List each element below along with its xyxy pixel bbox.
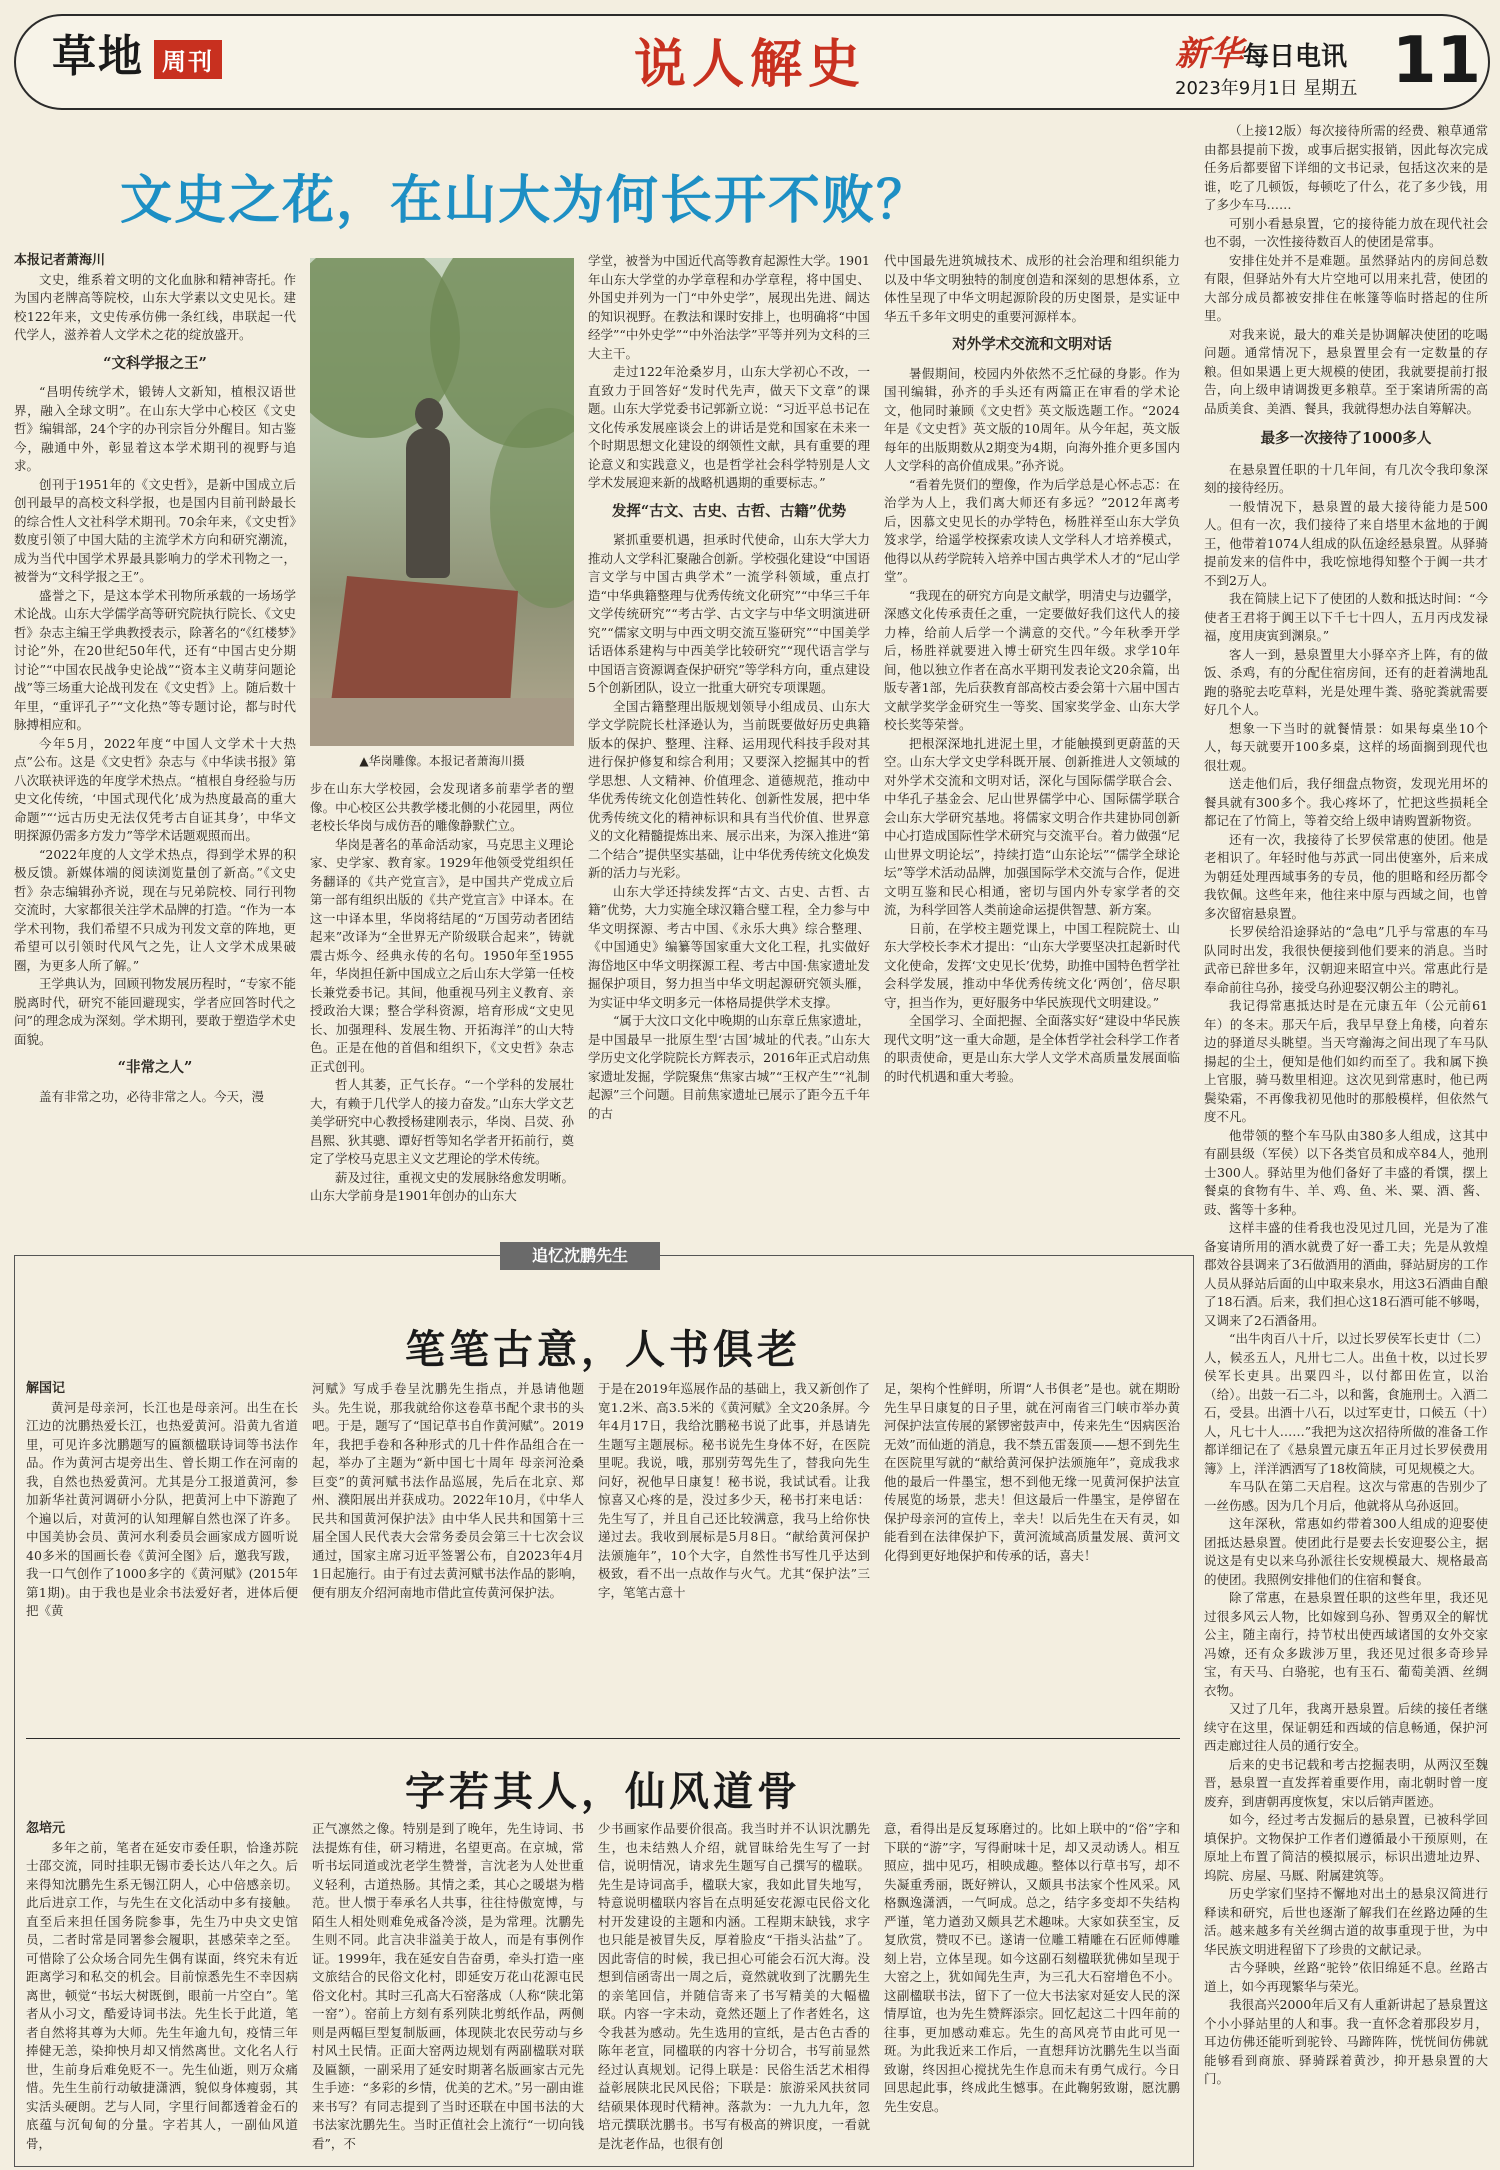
paragraph: 历史学家们坚持不懈地对出土的悬泉汉简进行释读和研究，后世也逐渐了解我们在丝路边陲的生活。越来越多有关丝绸古道的故事重现于世，为中华民族文明进程留下了珍贵的文献记录。 (1204, 1886, 1488, 1957)
byline: 本报记者萧海川 (14, 253, 106, 268)
right-continued-column (1204, 122, 1488, 2162)
paragraph: “出牛肉百八十斤，以过长罗侯军长吏廿（二）人，候丞五人，凡卅七二人。出鱼十枚，以过长罗侯军长吏具。出粟四斗，以付都田佐宣，以治（给）。出鼓一石二斗，以和酱，食施刑士。入酒二石，受县。出酒十八石，以过军吏廿，口候五（十）人，凡七十人……”我把为这次招待所做的准备工作都详细记在了《悬泉置元康五年正月过长罗侯费用簿》上，洋洋洒洒写了18枚简牍，可见规模之大。 (1204, 1331, 1488, 1476)
story1-title: 笔笔古意，人书俱老 (405, 1326, 801, 1373)
paragraph: 走过122年沧桑岁月，山东大学初心不改，一直致力于回答好“发时代先声，做天下文章”的课题。山东大学党委书记郭新立说：“习近平总书记在文化传承发展座谈会上的讲话是党和国家在未来一个时期思想文化建设的纲领性文献，具有重要的理论意义和实践意义，也是哲学社会科学特别是人文学术发展迎来新的战略机遇期的重要标志。” (588, 364, 870, 490)
paragraph: 黄河是母亲河，长江也是母亲河。出生在长江边的沈鹏热爱长江，也热爱黄河。沿黄九省道里，可见许多沈鹏题写的匾额楹联诗词等书法作品。作为黄河古堤旁出生、曾长期工作在河南的我，自然也热爱黄河。尤其是分工报道黄河，参加新华社黄河调研小分队，把黄河上中下游跑了个遍以后，对黄河的认知理解自然也深了许多。中国美协会员、黄河水利委员会画家成方圆听说40多米的国画长卷《黄河全图》后，邀我写跋，我一口气创作了1000多字的《黄河赋》(2015年第1期)。由于我也是业余书法爱好者，进体后便把《黄 (26, 1399, 298, 1618)
paragraph: 古今驿映，丝路“驼铃”依旧绵延不息。丝路古道上，如今再现繁华与荣光。 (1204, 1960, 1488, 1994)
paragraph: 华岗是著名的革命活动家，马克思主义理论家、史学家、教育家。1929年他领受党组织任务翻译的《共产党宣言》，是中国共产党成立后第一部有组织出版的《共产党宣言》中译本。在这一中译本里，华岗将结尾的“万国劳动者团结起来”改译为“全世界无产阶级联合起来”，铸就震古烁今、经典永传的名句。1950年至1955年，华岗担任新中国成立之后山东大学第一任校长兼党委书记。其间，他重视马列主义教育、亲授政治大课；整合学科资源，培育形成“文史见长、加强理科、发展生物、开拓海洋”的山大特色。正是在他的首倡和组织下，《文史哲》杂志正式创刊。 (310, 836, 574, 1074)
paragraph: 学堂，被誉为中国近代高等教育起源性大学。1901年山东大学堂的办学章程和办学章程，将中国史、外国史并列为一门“中外史学”，展现出先进、阔达的知识视野。在教法和课时安排上，也明确将“中国经学”“中外史学”“中外治法学”平等并列为文科的三大主干。 (588, 253, 870, 361)
paragraph: 足，架构个性鲜明，所谓“人书俱老”是也。就在期盼先生早日康复的日子里，就在河南省三门峡市举办黄河保护法宣传展的紧锣密鼓声中，传来先生“因病医治无效”而仙逝的消息，我不禁五雷轰顶——想不到先生在医院里写就的“献给黄河保护法颁施年”，竟成我求他的最后一件墨宝，想不到他无缘一见黄河保护法宣传展览的场景，悲夫！但这最后一件墨宝，是停留在保护母亲河的宣传上，幸夫！以后先生在天有灵，如能看到在法律保护下，黄河流域高质量发展、黄河文化得到更好地保护和传承的话，喜夫！ (884, 1381, 1180, 1563)
paragraph: 多年之前，笔者在延安市委任职，恰逢苏院士邵交流，同时挂职无锡市委长达八年之久。后来得知沈鹏先生系无锡江阴人，心中倍感亲切。此后进京工作，与先生在文化活动中多有接触。直至后来担任国务院参事，先生乃中央文史馆员，二者时常是同署参会履职，甚感荣幸之至。可惜除了公众场合同先生偶有谋面，终究未有近距离学习和私交的机会。目前惊悉先生不幸因病离世，顿觉“书坛大树既倒，眼前一片空白”。笔者从小习文，酷爱诗词书法。先生长于此道，笔者自然将其尊为大师。先生年逾九旬，疫情三年捧健无恙，染抑怏月却又悄然离世。文化名人行世，生前身后难免贬不一。先生仙逝，则万众痛惜。先生生前行动敏捷潇洒，貌似身体瘦弱，其实活头硬朗。艺与人同，字里行间都透着金石的底蕴与沉甸甸的分量。字若其人，一副仙风道骨， (26, 1839, 298, 2151)
paragraph: 这样丰盛的佳肴我也没见过几回，光是为了准备宴请所用的酒水就费了好一番工夫；先是从敦煌郡效谷县调来了3石做酒用的酒曲，驿站厨房的工作人员从驿站后面的山中取来泉水，用这3石酒曲自酿了18石酒。后来，我们担心这18石酒可能不够喝，又调来了2石酒备用。 (1204, 1220, 1488, 1328)
story1-column-4 (884, 1380, 1180, 1730)
paragraph: 后来的史书记载和考古挖掘表明，从两汉至魏晋，悬泉置一直发挥着重要作用，南北朝时曾一度废弃，到唐朝再度恢复，宋以后销声匿迹。 (1204, 1756, 1488, 1809)
paragraph: 文史，维系着文明的文化血脉和精神寄托。作为国内老牌高等院校，山东大学素以文史见长。建校122年来，文史传承仿佛一条红线，串联起一代代学人，滋养着人文学术之花的绽放盛开。 (14, 271, 296, 342)
paragraph: 少书画家作品要价很高。我当时并不认识沈鹏先生，也未结熟人介绍，就冒昧给先生写了一封信，说明情况，请求先生题写自己撰写的楹联。先生是诗词高手，楹联大家，我如此冒失地写，特意说明楹联内容旨在点明延安花源屯民俗文化村开发建设的主题和内涵。工程期末缺钱，求字也只能是被冒失反，厚着脸皮“干指头沾盐”了。因此寄信的时候，我已担心可能会石沉大海。没想到信函寄出一周之后，竟然就收到了沈鹏先生的亲笔回信，并随信寄来了书写精美的大幅楹联。内容一字未动，竟然还题上了作者姓名，这令我甚为感动。先生选用的宣纸，是古色古香的陈年老宣，同楹联的内容十分切合，书写前显然经过认真规划。记得上联是：民俗生活艺术相得益彰展陕北民风民俗；下联是：旅游采风扶贫同结硕果体现时代精神。落款为：一九九九年，忽培元撰联沈鹏书。书写有极高的辨识度，一看就是沈老作品，也很有创 (598, 1821, 870, 2151)
photo-caption: ▲华岗雕像。本报记者萧海川摄 (359, 754, 525, 768)
paragraph: “看着先贤们的塑像，作为后学总是心怀忐忑：在治学为人上，我们离大师还有多远？”2012年离考后，因慕文史见长的办学特色，杨胜祥至山东大学负笈求学，给遥学校探索攻读人文学科人才培养模式，他得以从药学院转入培养中国古典学术人才的“尼山学堂”。 (884, 476, 1180, 584)
article-column-3 (588, 252, 870, 1240)
story2-column-1 (26, 1820, 298, 2158)
paragraph: 还有一次，我接待了长罗侯常惠的使团。他是老相识了。年轻时他与苏武一同出使塞外，后来成为朝廷处理西域事务的专员，他的胆略和经历都令我钦佩。这些年来，他往来中原与西域之间，也曾多次留宿悬泉置。 (1204, 831, 1488, 921)
article-column-2 (310, 780, 574, 1240)
paper-brand: 新华 (1175, 34, 1243, 74)
paragraph: 我很高兴2000年后又有人重新讲起了悬泉置这个小小驿站里的人和事。我一直怀念着那段岁月，耳边仿佛还能听到驼铃、马蹄阵阵，恍恍间仿佛就能够看到商旅、驿骑踩着黄沙，抑开悬泉置的大门。 (1204, 1997, 1488, 2086)
paragraph: “昌明传统学术，锻铸人文新知，植根汉语世界，融入全球文明”。在山东大学中心校区《文史哲》编辑部，24个字的办刊宗旨分外醒目。知古鉴今，融通中外，彰显着这本学术期刊的视野与追求。 (14, 384, 296, 473)
section-title: 说人解史 (633, 34, 866, 95)
brand-weekly-badge: 周刊 (154, 40, 222, 79)
story2-column-4 (884, 1820, 1180, 2158)
paper-name (1175, 26, 1347, 75)
paragraph: 薪及过往，重视文史的发展脉络愈发明晰。山东大学前身是1901年创办的山东大 (310, 1169, 574, 1203)
paragraph: 一般情况下，悬泉置的最大接待能力是500人。但有一次，我们接待了来自塔里木盆地的于阗王，他带着1074人组成的队伍途经悬泉置。从驿骑提前发来的信件中，我吃惊地得知整个于阗一共才不到2万人。 (1204, 498, 1488, 588)
paragraph: 我记得常惠抵达时是在元康五年（公元前61年）的冬末。那天午后，我早早登上角楼，向着东边的驿道尽头眺望。当天穹瀚海之间出现了车马队揚起的尘土，便知是他们如约而至了。我和属下换上官服，骑马数里相迎。这次见到常惠时，他已两鬓染霜，不再像我初见他时的那般模样，但依然气度不凡。 (1204, 998, 1488, 1124)
story2-column-3 (598, 1820, 870, 2158)
divider (26, 1738, 1180, 1739)
article-column-1 (14, 252, 296, 1240)
paragraph: 盛誉之下，是这本学术刊物所承载的一场场学术论战。山东大学儒学高等研究院执行院长、《文史哲》杂志主编王学典教授表示，除著名的“《红楼梦》讨论”外，在20世纪50年代，还有“中国古史分期讨论”“中国农民战争史论战”“资本主义萌芽问题论战”等三场重大论战刊发在《文史哲》上。随后数十年里，“重评孔子”“文化热”等专题讨论，都与时代脉搏相应和。 (14, 587, 296, 732)
paper-subtitle: 每日电讯 (1243, 42, 1348, 72)
paragraph: 日前，在学校主题党课上，中国工程院院士、山东大学校长李术才提出：“山东大学要坚决扛起新时代文化使命，发挥‘文史见长’优势，助推中国特色哲学社会科学发展，推动中华优秀传统文化‘两创’，倍尽职守，担当作为，更好服务中华民族现代文明建设。” (884, 920, 1180, 1010)
issue-date: 2023年9月1日 星期五 (1175, 78, 1358, 99)
paragraph: 对我来说，最大的难关是协调解决使团的吃喝问题。通常情况下，悬泉置里会有一定数量的存粮。但如果遇上更大规模的使团，我就要提前打报告，向上级申请调拨更多粮草。至于案请所需的高品质美食、美酒、餐具，我就得想办法自筹解决。 (1204, 326, 1488, 416)
story2-column-2 (312, 1820, 584, 2158)
paragraph: 长罗侯给沿途驿站的“急电”几乎与常惠的车马队同时出发，我很快便接到他们要来的消息。当时武帝已辞世多年，汉朝迎来昭宣中兴。常惠此行是奉命前往乌孙，接受乌孙迎娶汉朝公主的聘礼。 (1204, 924, 1488, 995)
story2-author: 忽培元 (26, 1821, 66, 1836)
story1-author: 解国记 (26, 1381, 66, 1396)
paragraph: 盖有非常之功，必待非常之人。今天，漫 (39, 1088, 265, 1104)
paragraph: 紧抓重要机遇，担承时代使命，山东大学大力推动人文学科汇聚融合创新。学校强化建设“中国语言文学与中国古典学术”一流学科领域，重点打造“中华典籍整理与优秀传统文化研究”“中华三千年文学传统研究”“考古学、古文字与中华文明演进研究”“儒家文明与中西文明交流互鉴研究”“中国美学话语体系建构与中西美学比较研究”“现代语言学与中国语言资源调查保护研究”等学科方向，重点建设5个创新团队，设立一批重大研究专项课题。 (588, 532, 870, 695)
story1-column-1 (26, 1380, 298, 1730)
paragraph: 安排住处并不是难题。虽然驿站内的房间总数有限，但驿站外有大片空地可以用来扎营，使团的大部分成员都被安排住在帐篷等临时搭起的住所里。 (1204, 252, 1488, 323)
paragraph: 于是在2019年巡展作品的基础上，我又新创作了宽1.2米、高3.5米的《黄河赋》全文20条屏。今年4月17日，我给沈鹏秘书说了此事，并恳请先生题写主题展标。秘书说先生身体不好，在医院里呢。我说，哦，那别劳驾先生了，替我向先生问好，祝他早日康复！秘书说，我试试看。让我惊喜又心疼的是，没过多少天，秘书打来电话：先生写了，并且自己还比较满意，我马上给你快递过去。我收到展标是5月8日。“献给黄河保护法颁施年”，10个大字，自然性书写性几乎达到极致，看不出一点故作与火气。尤其“保护法”三字，笔笔古意十 (598, 1381, 870, 1600)
article-column-4 (884, 252, 1180, 1240)
paragraph: 客人一到，悬泉置里大小驿卒齐上阵，有的做饭、杀鸡，有的分配住宿房间，还有的赶着满地乱跑的骆驼去吃草料，光是处理牛粪、骆驼粪就需要好几个人。 (1204, 646, 1488, 717)
paragraph: 意，看得出是反复琢磨过的。比如上联中的“俗”字和下联的“游”字，写得耐味十足，却又灵动诱人。相互照应，拙中见巧，相映成趣。整体以行草书写，却不失凝重秀丽，既好辨认，又颇具书法家个性风采。风格飘逸潇洒，一气呵成。总之，结字多变却不失结构严谨，笔力遒劲又颇具艺术趣味。大家如获至宝，反复欣赏，赞叹不已。遂请一位雕工精雕在石匠师傅雕刻上岩，立体呈现。如今这副石刻楹联犹佛如呈现于大窑之上，犹如闻先生声，为三孔大石窑增色不小。这副楹联书法，留下了一位大书法家对延安人民的深情厚谊，也为先生赞辉添宗。回忆起这二十四年前的往事，更加感动难忘。先生的高风亮节由此可见一斑。为此我近来工作后，一直想拜访沈鹏先生以当面致谢，终因担心搅扰先生作息而未有勇气成行。今日回思起此事，终成此生憾事。在此鞠躬致谢，愿沈鹏先生安息。 (884, 1821, 1180, 2114)
paragraph: 我在简牍上记下了使团的人数和抵达时间：“今使者王君将于阗王以下千七十四人，五月丙戌发禄福，度用庚寅到渊泉。” (1204, 591, 1488, 643)
paragraph: “2022年度的人文学术热点，得到学术界的积极反馈。新媒体端的阅读浏览量创了新高。”《文史哲》杂志编辑孙齐说，现在与兄弟院校、同行刊物交流时，大家都很关注学术品牌的打造。“作为一本学术刊物，我们希望不只成为刊发文章的阵地，更希望可以引领时代风气之先，让人文学术成果破圈，为更多人所了解。” (14, 846, 296, 973)
subheading: 最多一次接待了1000多人 (1260, 430, 1432, 447)
paragraph: 创刊于1951年的《文史哲》，是新中国成立后创刊最早的高校文科学报，也是国内目前刊龄最长的综合性人文社科学术期刊。70余年来，《文史哲》数度引领了中国大陆的主流学术方向和研究潮流，成为当代中国学术界最具影响力的学术刊物之一，被誉为“文科学报之王”。 (14, 476, 296, 584)
brand-name: 草地 (52, 31, 144, 82)
paragraph: 山东大学还持续发挥“古文、古史、古哲、古籍”优势，大力实施全球汉籍合璧工程，全力参与中华文明探源、考古中国、《永乐大典》综合整理、《中国通史》编纂等国家重大文化工程，扎实做好海岱地区中华文明探源工程、考古中国·焦家遗址发掘保护项目，努力担当中华文明起源研究领头雁，为实证中华文明多元一体格局提供学术支撑。 (588, 883, 870, 1010)
paragraph: 全国学习、全面把握、全面落实好“建设中华民族现代文明”这一重大命题，是全体哲学社会科学工作者的职责使命，更是山东大学人文学术高质量发展面临的时代机遇和重大考验。 (884, 1013, 1180, 1084)
paragraph: 除了常惠，在悬泉置任职的这些年里，我还见过很多风云人物，比如嫁到乌孙、智勇双全的解忧公主，随主南行，持节杖出使西域诸国的女外交家冯嫽，还有众多跋涉万里，我还见过很多奇珍异宝，有天马、白骆驼，也有玉石、葡萄美酒、丝绸衣物。 (1204, 1590, 1488, 1698)
subheading: 对外学术交流和文明对话 (952, 336, 1112, 353)
paragraph: 暑假期间，校园内外依然不乏忙碌的身影。作为国刊编辑，孙齐的手头还有两篇正在审看的学术论文，他同时兼顾《文史哲》英文版选题工作。“2024年是《文史哲》英文版的10周年。从今年起，英文版每年的出版期数从2期变为4期，向海外推介更多国内人文学科的高价值成果。”孙齐说。 (884, 365, 1180, 473)
paragraph: 他带领的整个车马队由380多人组成，这其中有副县级（军侯）以下各类官员和成卒84人，弛刑士300人。驿站里为他们备好了丰盛的肴馔，摆上餐桌的食物有牛、羊、鸡、鱼、米、粟、酒、酱、豉、酱等十多种。 (1204, 1127, 1488, 1217)
paragraph: 全国古籍整理出版规划领导小组成员、山东大学文学院院长杜泽逊认为，当前既要做好历史典籍版本的保护、整理、注释、运用现代科技手段对其进行保护修复和综合利用；又要深入挖掘其中的哲学思想、人文精神、价值理念、道德规范，推动中华优秀传统文化创造性转化、创新性发展，把中华优秀传统文化的精神标识和具有当代价值、世界意义的文化精髓提炼出来、展示出来，为深入推进“第二个结合”提供坚实基础，让中华优秀传统文化焕发新的活力与光彩。 (588, 698, 870, 880)
subheading: “非常之人” (117, 1059, 193, 1076)
story1-column-2 (312, 1380, 584, 1730)
paragraph: 河赋》写成手卷呈沈鹏先生指点，并恳请他题头。先生说，那我就给你这卷草书配个隶书的头吧。于是，题写了“国记草书自作黄河赋”。2019年，我把手卷和各种形式的几十件作品组合在一起，举办了主题为“新中国七十周年 母亲河沧桑巨变”的黄河赋书法作品巡展，先后在北京、郑州、濮阳展出并获成功。2022年10月，《中华人民共和国黄河保护法》由中华人民共和国第十三届全国人民代表大会常务委员会第三十七次会议通过，国家主席习近平签署公布，自2023年4月1日起施行。由于有过去黄河赋书法作品的影响，便有朋友介绍河南地市借此宣传黄河保护法。 (312, 1381, 584, 1600)
subheading: 发挥“古文、古史、古哲、古籍”优势 (611, 502, 847, 520)
paragraph: 可别小看悬泉置，它的接待能力放在现代社会也不弱，一次性接待数百人的使团是常事。 (1204, 215, 1488, 249)
paragraph: 把根深深地扎进泥土里，才能触摸到更蔚蓝的天空。山东大学文史学科既开展、创新推进人文领域的对外学术交流和文明对话，深化与国际儒学联合会、中华孔子基金会、尼山世界儒学中心、国际儒学联合会山东大学研究基地。将儒家文明合作共建协同创新中心打造成国际性学术研究与交流平台。着力做强“尼山世界文明论坛”，持续打造“山东论坛”“儒学全球论坛”等学术活动品牌，加强国际学术交流与合作，促进文明互鉴和民心相通，密切与国内外专家学者的交流，为科学回答人类前途命运提供智慧、新方案。 (884, 735, 1180, 917)
masthead-brand (52, 20, 222, 84)
story2-title: 字若其人，仙风道骨 (405, 1768, 801, 1815)
paragraph: 这年深秋，常惠如约带着300人组成的迎娶使团抵达悬泉置。使团此行是要去长安迎娶公主，据说这是有史以来乌孙派往长安规模最大、规格最高的使团。我照例安排他们的住宿和餐食。 (1204, 1516, 1488, 1587)
paragraph: 送走他们后，我仔细盘点物资，发现光用坏的餐具就有300多个。我心疼坏了，忙把这些损耗全都记在了竹简上，等着交给上级申请购置新物资。 (1204, 776, 1488, 828)
paragraph: “属于大汶口文化中晚期的山东章丘焦家遗址，是中国最早一批原生型‘古国’城址的代表。”山东大学历史文化学院院长方辉表示，2016年正式启动焦家遗址发掘，学院聚焦“焦家古城”“王权产生”“礼制起源”三个问题。目前焦家遗址已展示了距今五千年的古 (588, 1013, 870, 1121)
box-tag: 追忆沈鹏先生 (500, 1242, 660, 1270)
paragraph: 今年5月，2022年度“中国人文学术十大热点”公布。这是《文史哲》杂志与《中华读书报》第八次联袂评选的年度学术热点。“植根自身经验与历史文化传统，‘中国式现代化’成为热度最高的重大命题”“‘远古历史无法仅凭考古自证其身’，中华文明探源仍需多方发力”等学术话题观照而出。 (14, 735, 296, 843)
paragraph: 正气凛然之像。特别是到了晚年，先生诗词、书法提炼有佳，研习精进，名望更高。在京城，常听书坛同道或沈老学生赞誉，言沈老为人处世重义轻利，古道热肠。其情之柔，其心之暖堪为楷范。世人惯于奉承名人共事，往往恃傲宽博，与陌生人相处则难免戒备冷淡，是为常理。沈鹏先生则不同。此言决非溢美于故人，而是有事例作证。1999年，我在延安自告奋勇，牵头打造一座文旅结合的民俗文化村，即延安万花山花源屯民俗文化村。其时三孔高大石窑落成（人称“陕北第一窑”）。窑前上方刻有系列陕北剪纸作品，两侧则是两幅巨型复制版画，体现陕北农民劳动与乡村风土民情。正面大窑两边规划有两副楹联对联及匾额，一副采用了延安时期著名版画家古元先生手迹：“多彩的乡情，优美的艺术。”另一副由谁来书写？有同志提到了当时还联在中国书法的大书法家沈鹏先生。当时正值社会上流行“一切向钱看”，不 (312, 1821, 584, 2151)
paragraph: 如今，经过考古发掘后的悬泉置，已被科学回填保护。文物保护工作者们遵循最小干预原则，在原址上布置了简洁的模拟展示，标识出遗址边界、坞院、房屋、马厩、附属建筑等。 (1204, 1812, 1488, 1883)
paragraph: 王学典认为，回顾刊物发展历程时，“专家不能脱离时代，研究不能回避现实，学者应回答时代之问”的理念成为深刻。学术期刊，要敢于塑造学术史面貌。 (14, 976, 296, 1047)
paragraph: 代中国最先进筑城技术、成形的社会治理和组织能力以及中华文明独特的制度创造和深刻的思想体系，立体性呈现了中华文明起源阶段的历史图景，是实证中华五千多年文明史的重要河源样本。 (884, 253, 1180, 324)
subheading: “文科学报之王” (103, 354, 207, 372)
story1-column-3 (598, 1380, 870, 1730)
article-headline: 文史之花，在山大为何长开不败？ (120, 170, 931, 231)
page-number: 11 (1392, 24, 1482, 98)
paragraph: “我现在的研究方向是文献学，明清史与边疆学，深感文化传承责任之重，一定要做好我们这代人的接力棒，给前人后学一个满意的交代。”今年秋季开学后，杨胜祥就要进入博士研究生四年级。求学10年间，他以独立作者在高水平期刊发表论文20余篇，出版专著1部，先后获教育部高校古委会第十六届中国古文献学奖学金研究生一等奖、国家奖学金、山东大学校长奖等荣誉。 (884, 587, 1180, 732)
paragraph: 哲人其萎，正气长存。“一个学科的发展壮大，有赖于几代学人的接力奋发。”山东大学文艺美学研究中心教授杨建刚表示，华岗、吕荧、孙昌熙、狄其骢、谭好哲等知名学者开拓前行，奠定了学校马克思主义文艺理论的学术传统。 (310, 1077, 574, 1166)
paragraph: 想象一下当时的就餐情景：如果每桌坐10个人，每天就要开100多桌，这样的场面搁到现代也很壮观。 (1204, 720, 1488, 773)
paragraph: 在悬泉置任职的十几年间，有几次令我印象深刻的接待经历。 (1204, 461, 1488, 495)
paragraph: 步在山东大学校园，会发现诸多前辈学者的塑像。中心校区公共教学楼北侧的小花园里，两位老校长华岗与成仿吾的雕像静默伫立。 (310, 781, 574, 833)
statue-photo (310, 258, 574, 746)
paragraph: 又过了几年，我离开悬泉置。后续的接任者继续守在这里，保证朝廷和西域的信息畅通，保护河西走廊过往人员的通行安全。 (1204, 1701, 1488, 1753)
paragraph: 车马队在第二天启程。这次与常惠的告别少了一丝伤感。因为几个月后，他就将从乌孙返回。 (1204, 1479, 1488, 1513)
paragraph: （上接12版）每次接待所需的经费、粮草通常由都县提前下拨，或事后据实报销，因此每次完成任务后都要留下详细的文书记录，包括这次来的是谁，吃了几顿饭，每顿吃了什么，花了多少钱，用了多少车马…… (1204, 123, 1488, 212)
